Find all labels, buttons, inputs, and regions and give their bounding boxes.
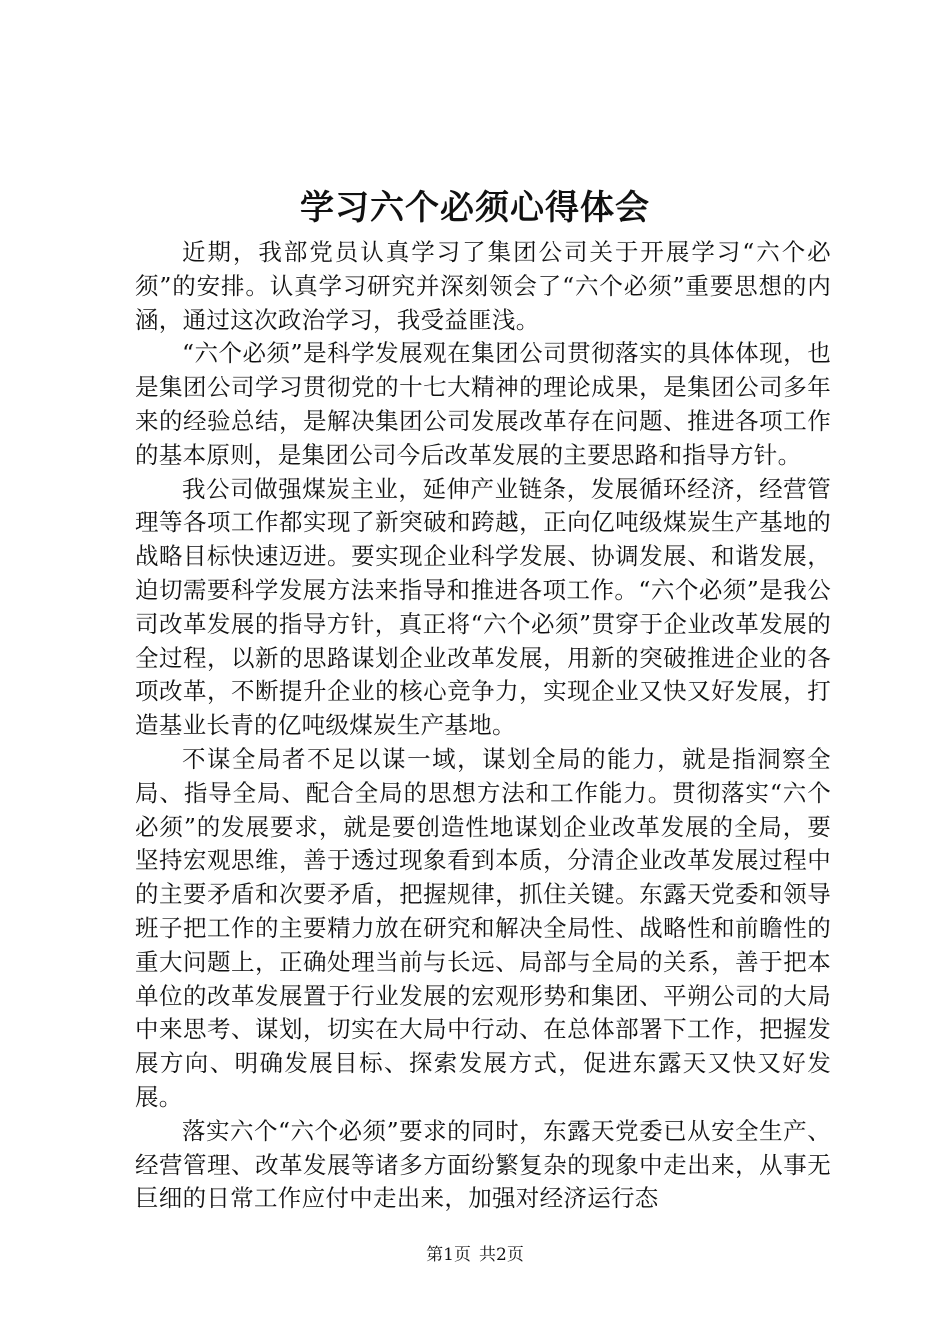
paragraph: 我公司做强煤炭主业，延伸产业链条，发展循环经济，经营管理等各项工作都实现了新突破和跨越，正向亿吨级煤炭生产基地的战略目标快速迈进。要实现企业科学发展、协调发展、和谐发展，迫切需要科学发展方法来指导和推进各项工作。“六个必须”是我公司改革发展的指导方针，真正将“六个必须”贯穿于企业改革发展的全过程，以新的思路谋划企业改革发展，用新的突破推进企业的各项改革，不断提升企业的核心竞争力，实现企业又快又好发展，打造基业长青的亿吨级煤炭生产基地。 — [135, 474, 831, 740]
paragraph: 近期，我部党员认真学习了集团公司关于开展学习“六个必须”的安排。认真学习研究并深刻领会了“六个必须”重要思想的内涵，通过这次政治学习，我受益匪浅。 — [135, 238, 831, 334]
paragraph: 不谋全局者不足以谋一域，谋划全局的能力，就是指洞察全局、指导全局、配合全局的思想方法和工作能力。贯彻落实“六个必须”的发展要求，就是要创造性地谋划企业改革发展的全局，要坚持宏观思维，善于透过现象看到本质，分清企业改革发展过程中的主要矛盾和次要矛盾，把握规律，抓住关键。东露天党委和领导班子把工作的主要精力放在研究和解决全局性、战略性和前瞻性的重大问题上，正确处理当前与长远、局部与全局的关系，善于把本单位的改革发展置于行业发展的宏观形势和集团、平朔公司的大局中来思考、谋划，切实在大局中行动、在总体部署下工作，把握发展方向、明确发展目标、探索发展方式，促进东露天又快又好发展。 — [135, 744, 831, 1111]
page-footer — [0, 1243, 950, 1267]
paragraph: “六个必须”是科学发展观在集团公司贯彻落实的具体体现，也是集团公司学习贯彻党的十七大精神的理论成果，是集团公司多年来的经验总结，是解决集团公司发展改革存在问题、推进各项工作的基本原则，是集团公司今后改革发展的主要思路和指导方针。 — [135, 339, 831, 469]
page-total: 共2页 — [479, 1245, 524, 1265]
page-number: 第1页 — [426, 1245, 471, 1265]
document-body — [135, 236, 831, 1216]
paragraph: 落实六个“六个必须”要求的同时，东露天党委已从安全生产、经营管理、改革发展等诸多方面纷繁复杂的现象中走出来，从事无巨细的日常工作应付中走出来，加强对经济运行态 — [135, 1116, 831, 1213]
document-title: 学习六个必须心得体会 — [300, 188, 650, 228]
